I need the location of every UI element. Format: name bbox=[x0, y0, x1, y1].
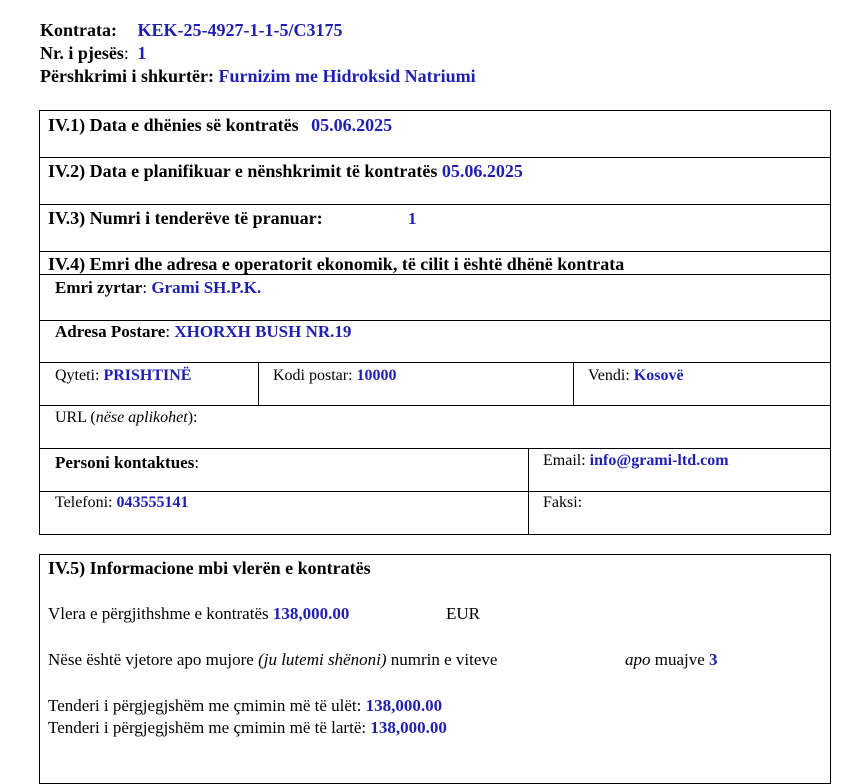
country-label: Vendi: bbox=[588, 367, 630, 384]
divider bbox=[39, 157, 831, 158]
duration-note: (ju lutemi shënoni) bbox=[258, 650, 387, 669]
award-date-row bbox=[48, 115, 392, 136]
operator-heading: IV.4) Emri dhe adresa e operatorit ekonomik, të cilit i është dhënë kontrata bbox=[48, 254, 625, 274]
total-value-amount: 138,000.00 bbox=[272, 604, 350, 623]
fax-cell bbox=[543, 494, 582, 512]
phone-value: 043555141 bbox=[116, 494, 189, 511]
divider bbox=[39, 405, 831, 406]
tenders-received-label: IV.3) Numri i tenderëve të pranuar: bbox=[48, 208, 323, 228]
divider bbox=[39, 362, 831, 363]
url-label-end: ): bbox=[187, 409, 198, 426]
lowest-price-value: 138,000.00 bbox=[365, 696, 443, 715]
total-value-row bbox=[48, 604, 349, 624]
lot-colon: : bbox=[123, 43, 129, 63]
highest-price-row bbox=[48, 718, 447, 738]
lot-value: 1 bbox=[137, 43, 147, 63]
duration-row bbox=[48, 650, 497, 670]
email-cell bbox=[543, 452, 729, 470]
months-value: 3 bbox=[709, 650, 718, 669]
signing-date-value: 05.06.2025 bbox=[441, 161, 523, 181]
city-cell bbox=[55, 367, 191, 385]
url-row bbox=[55, 409, 197, 427]
duration-years-label: numrin e viteve bbox=[390, 650, 498, 669]
lowest-price-label: Tenderi i përgjegjshëm me çmimin më të ulët: bbox=[48, 696, 362, 715]
contract-number-line bbox=[40, 20, 342, 41]
or-text: apo bbox=[625, 650, 651, 669]
divider bbox=[39, 448, 831, 449]
official-name-colon: : bbox=[142, 278, 148, 297]
tenders-received-row bbox=[48, 208, 323, 229]
contact-person-colon: : bbox=[194, 453, 200, 472]
highest-price-value: 138,000.00 bbox=[370, 718, 447, 737]
divider bbox=[39, 251, 831, 252]
contact-person-cell bbox=[55, 453, 199, 473]
official-name-label: Emri zyrtar bbox=[55, 278, 143, 297]
divider bbox=[39, 204, 831, 205]
duration-months bbox=[625, 650, 718, 670]
signing-date-row bbox=[48, 161, 523, 182]
contract-value: KEK-25-4927-1-1-5/C3175 bbox=[137, 20, 343, 40]
country-cell bbox=[588, 367, 684, 385]
postal-address-label: Adresa Postare bbox=[55, 322, 166, 341]
url-label: URL ( bbox=[55, 409, 96, 426]
email-label: Email: bbox=[543, 452, 586, 469]
short-description-value: Furnizim me Hidroksid Natriumi bbox=[218, 66, 476, 86]
highest-price-label: Tenderi i përgjegjshëm me çmimin më të lartë: bbox=[48, 718, 367, 737]
months-label: muajve bbox=[654, 650, 705, 669]
phone-cell bbox=[55, 494, 189, 512]
award-date-label: IV.1) Data e dhënies së kontratës bbox=[48, 115, 299, 135]
contract-label: Kontrata: bbox=[40, 20, 117, 40]
currency: EUR bbox=[446, 604, 480, 623]
short-description-label: Përshkrimi i shkurtër: bbox=[40, 66, 214, 86]
lowest-price-row bbox=[48, 696, 442, 716]
postal-address-row bbox=[55, 322, 351, 342]
duration-text: Nëse është vjetore apo mujore bbox=[48, 650, 254, 669]
signing-date-label: IV.2) Data e planifikuar e nënshkrimit të kontratës bbox=[48, 161, 438, 181]
postal-code-value: 10000 bbox=[356, 367, 397, 384]
city-value: PRISHTINË bbox=[103, 367, 192, 384]
contact-person-label: Personi kontaktues bbox=[55, 453, 195, 472]
fax-label: Faksi: bbox=[543, 494, 583, 511]
postal-code-cell bbox=[273, 367, 397, 385]
tenders-received-value: 1 bbox=[408, 209, 417, 228]
postal-code-label: Kodi postar: bbox=[273, 367, 353, 384]
divider bbox=[39, 320, 831, 321]
column-divider bbox=[528, 448, 529, 535]
column-divider bbox=[258, 362, 259, 405]
short-description-line bbox=[40, 66, 476, 87]
country-value: Kosovë bbox=[633, 367, 684, 384]
phone-label: Telefoni: bbox=[55, 494, 113, 511]
contract-value-title: IV.5) Informacione mbi vlerën e kontratës bbox=[48, 558, 371, 578]
column-divider bbox=[573, 362, 574, 405]
lot-label: Nr. i pjesës bbox=[40, 43, 124, 63]
postal-address-value: XHORXH BUSH NR.19 bbox=[174, 322, 352, 341]
url-note: nëse aplikohet bbox=[95, 409, 188, 426]
official-name-value: Grami SH.P.K. bbox=[151, 278, 262, 297]
email-value[interactable]: info@grami-ltd.com bbox=[589, 452, 729, 469]
official-name-row bbox=[55, 278, 261, 298]
total-value-label: Vlera e përgjithshme e kontratës bbox=[48, 604, 269, 623]
postal-address-colon: : bbox=[165, 322, 171, 341]
divider bbox=[39, 491, 831, 492]
city-label: Qyteti: bbox=[55, 367, 100, 384]
lot-number-line bbox=[40, 43, 146, 64]
award-date-value: 05.06.2025 bbox=[311, 115, 393, 135]
